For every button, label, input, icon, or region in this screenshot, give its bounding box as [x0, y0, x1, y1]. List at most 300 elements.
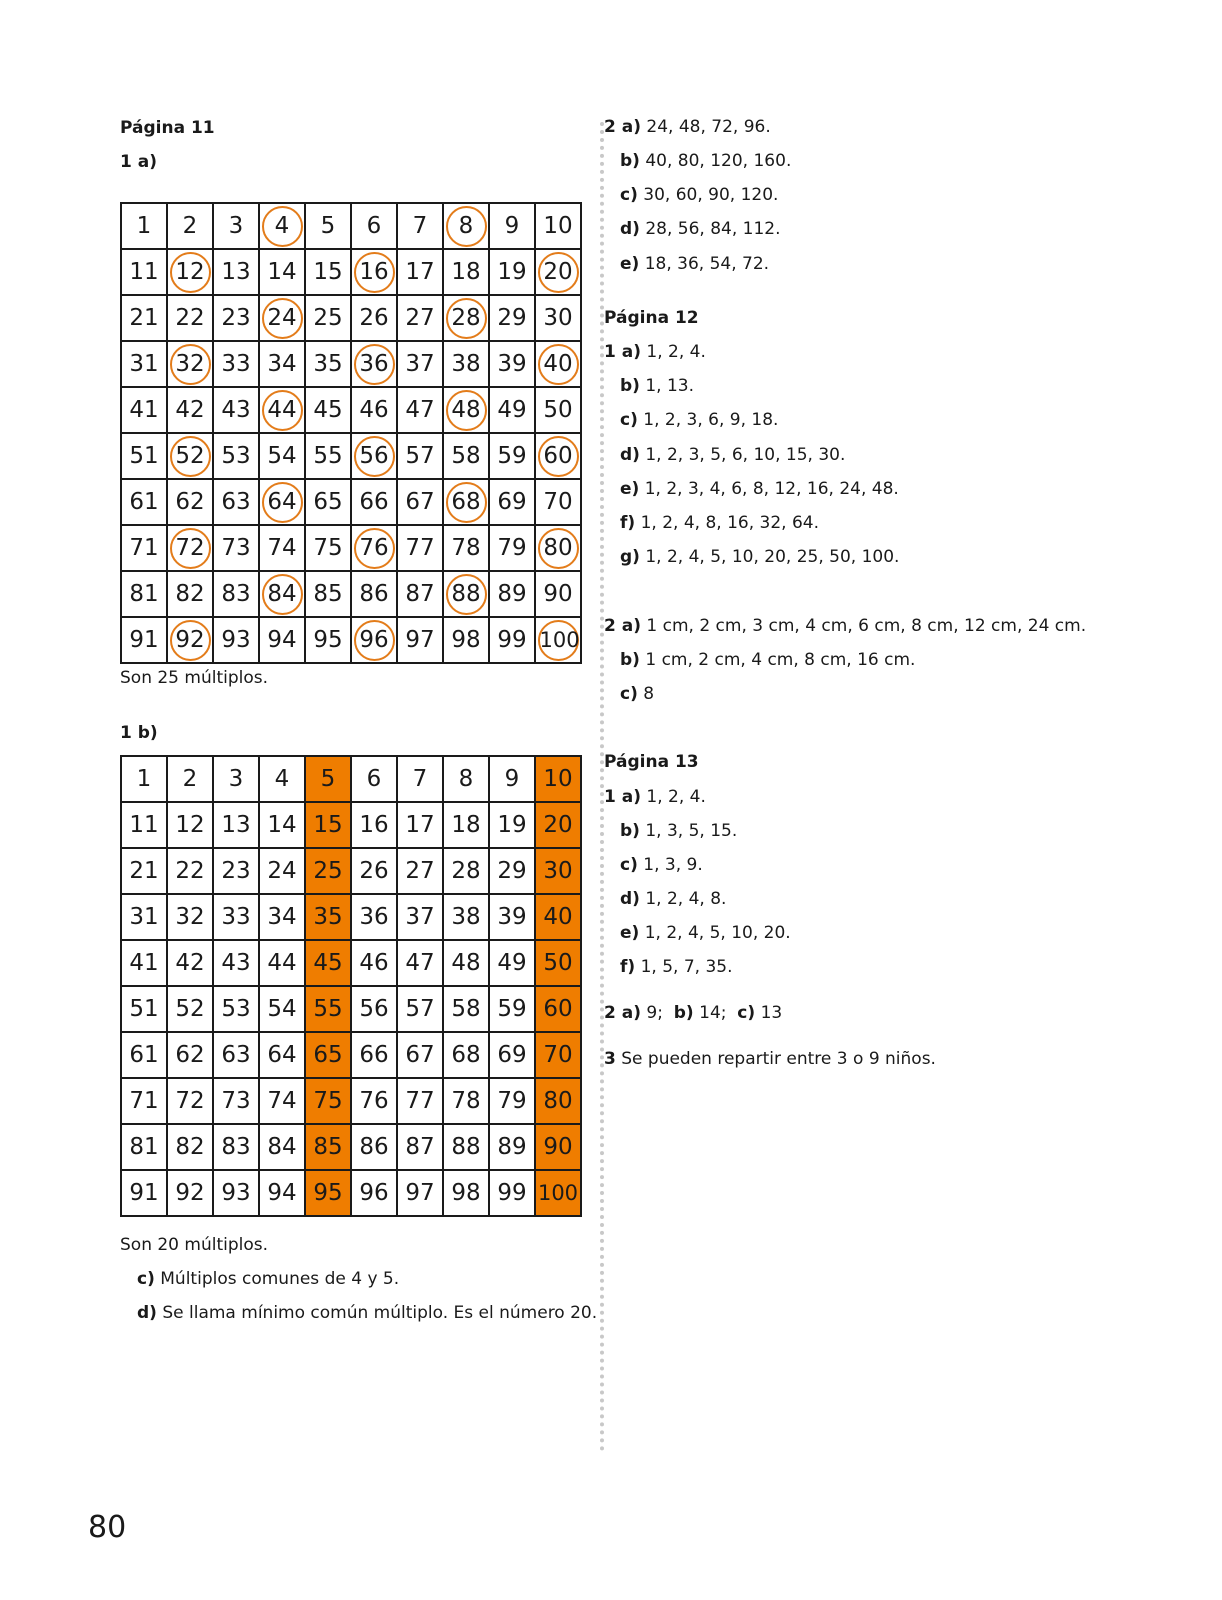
grid-number: 23 [221, 858, 251, 884]
answer-label: 2 a) [604, 616, 641, 636]
grid-cell [443, 525, 489, 571]
grid-cell [535, 986, 581, 1032]
grid-number: 90 [543, 1134, 573, 1160]
p12-q1g [620, 547, 899, 567]
answer-label: d) [620, 889, 640, 909]
grid-cell [213, 756, 259, 802]
grid-cell [121, 387, 167, 433]
grid-number: 26 [359, 305, 389, 331]
grid-cell [351, 1124, 397, 1170]
answer-text: 1, 2, 4, 8. [645, 889, 727, 909]
grid-number: 22 [175, 305, 205, 331]
grid-cell [397, 1078, 443, 1124]
grid-cell [535, 341, 581, 387]
answer-label: b) [620, 376, 640, 396]
answer-label: c) [620, 855, 638, 875]
grid-cell [397, 756, 443, 802]
grid-number: 9 [504, 213, 520, 239]
grid-number: 34 [267, 351, 297, 377]
answer-label: 2 a) [604, 117, 641, 137]
grid-cell [259, 387, 305, 433]
grid-number: 21 [129, 858, 159, 884]
p12-q1d [620, 445, 845, 465]
grid-cell [351, 756, 397, 802]
grid-cell [443, 479, 489, 525]
grid-cell [535, 1124, 581, 1170]
answer-label: 3 [604, 1049, 616, 1069]
grid-cell [535, 1032, 581, 1078]
grid-number: 72 [175, 1088, 205, 1114]
grid-cell [213, 1124, 259, 1170]
grid-number: 78 [451, 1088, 481, 1114]
grid-cell [305, 802, 351, 848]
grid-cell [259, 802, 305, 848]
grid-cell [489, 1078, 535, 1124]
grid-cell [397, 986, 443, 1032]
grid-number: 69 [497, 489, 527, 515]
grid-cell [535, 802, 581, 848]
grid-cell [351, 203, 397, 249]
grid-row [121, 617, 581, 663]
grid-cell [443, 295, 489, 341]
grid-number: 87 [405, 1134, 435, 1160]
grid-cell [213, 387, 259, 433]
grid-number: 38 [451, 351, 481, 377]
answer-text: 1, 5, 7, 35. [640, 957, 733, 977]
grid-cell [489, 940, 535, 986]
p13-q1d [620, 889, 726, 909]
grid-number: 35 [313, 351, 343, 377]
grid-number: 89 [497, 1134, 527, 1160]
answer-label: g) [620, 547, 640, 567]
answer-text: 1, 2, 3, 4, 6, 8, 12, 16, 24, 48. [644, 479, 899, 499]
grid-number: 35 [313, 904, 343, 930]
grid-row [121, 894, 581, 940]
grid-number: 72 [170, 528, 211, 569]
grid-cell [121, 940, 167, 986]
grid-number: 13 [221, 812, 251, 838]
grid-number: 11 [129, 259, 159, 285]
grid-number: 2 [182, 766, 198, 792]
grid-number: 84 [262, 574, 303, 615]
grid-number: 30 [543, 858, 573, 884]
grid-number: 74 [267, 1088, 297, 1114]
answer-text: 28, 56, 84, 112. [645, 219, 781, 239]
grid-number: 78 [451, 535, 481, 561]
p13-q1f [620, 957, 732, 977]
grid-number: 40 [543, 904, 573, 930]
answer-text: 1, 2, 4. [646, 787, 706, 807]
grid-number: 71 [129, 535, 159, 561]
grid-cell [167, 1078, 213, 1124]
grid-cell [351, 802, 397, 848]
answer-text: Se pueden repartir entre 3 o 9 niños. [621, 1049, 936, 1069]
grid-number: 75 [313, 1088, 343, 1114]
p12-q2b [620, 650, 915, 670]
grid-number: 32 [170, 344, 211, 385]
p12-q1c [620, 410, 778, 430]
grid-row [121, 1032, 581, 1078]
grid-cell [489, 1124, 535, 1170]
grid-cell [535, 894, 581, 940]
grid-number: 30 [543, 305, 573, 331]
grid-number: 44 [262, 390, 303, 431]
grid-cell [443, 756, 489, 802]
grid-cell [489, 1170, 535, 1216]
grid-cell [213, 894, 259, 940]
grid-cell [443, 341, 489, 387]
grid-cell [443, 1124, 489, 1170]
hundred-grid-multiples-of-5 [120, 755, 582, 1217]
grid-number: 96 [359, 1180, 389, 1206]
grid-cell [121, 1032, 167, 1078]
grid-cell [351, 295, 397, 341]
grid-number: 3 [228, 766, 244, 792]
grid-number: 12 [175, 812, 205, 838]
grid-number: 10 [543, 766, 573, 792]
answer-text: Se llama mínimo común múltiplo. Es el número 20. [162, 1303, 598, 1323]
grid-cell [351, 525, 397, 571]
grid-cell [489, 802, 535, 848]
answer-label: d) [137, 1303, 157, 1323]
grid-cell [167, 479, 213, 525]
grid-cell [259, 848, 305, 894]
grid-number: 60 [543, 996, 573, 1022]
grid-number: 43 [221, 950, 251, 976]
grid-cell [535, 479, 581, 525]
grid-number: 46 [359, 950, 389, 976]
answer-label: c) [137, 1269, 155, 1289]
grid-cell [397, 295, 443, 341]
grid-number: 40 [538, 344, 579, 385]
grid-number: 57 [405, 996, 435, 1022]
grid-cell [213, 525, 259, 571]
grid-row [121, 940, 581, 986]
grid-cell [259, 571, 305, 617]
grid-number: 11 [129, 812, 159, 838]
grid-number: 27 [405, 305, 435, 331]
grid-number: 39 [497, 351, 527, 377]
answer-label: c) [620, 410, 638, 430]
grid-cell [121, 894, 167, 940]
grid-number: 98 [451, 627, 481, 653]
grid-number: 12 [170, 252, 211, 293]
grid-cell [351, 986, 397, 1032]
answer-text: 1, 3, 5, 15. [645, 821, 738, 841]
grid-row [121, 571, 581, 617]
grid-cell [305, 1032, 351, 1078]
grid-cell [489, 341, 535, 387]
grid-number: 82 [175, 581, 205, 607]
grid-number: 17 [405, 812, 435, 838]
grid-cell [489, 1032, 535, 1078]
answer-label: c) [737, 1003, 756, 1023]
grid-number: 81 [129, 1134, 159, 1160]
grid-number: 29 [497, 858, 527, 884]
grid-cell [351, 387, 397, 433]
p12-q1a [604, 342, 706, 362]
grid-number: 73 [221, 1088, 251, 1114]
grid-cell [167, 1032, 213, 1078]
p11-q2e [620, 254, 769, 274]
grid-cell [305, 433, 351, 479]
grid-cell [305, 387, 351, 433]
grid-number: 52 [170, 436, 211, 477]
grid-number: 67 [405, 489, 435, 515]
grid-number: 92 [170, 620, 211, 661]
grid-number: 7 [412, 766, 428, 792]
grid-number: 8 [458, 766, 474, 792]
grid-number: 49 [497, 397, 527, 423]
grid-cell [121, 756, 167, 802]
grid-number: 4 [274, 766, 290, 792]
grid-number: 69 [497, 1042, 527, 1068]
grid-number: 63 [221, 489, 251, 515]
grid-cell [351, 1078, 397, 1124]
grid-cell [167, 295, 213, 341]
grid-cell [167, 756, 213, 802]
grid-cell [213, 571, 259, 617]
grid-number: 28 [446, 298, 487, 339]
grid-number: 18 [451, 812, 481, 838]
grid-cell [259, 249, 305, 295]
grid-number: 79 [497, 535, 527, 561]
grid-number: 45 [313, 950, 343, 976]
grid-number: 16 [354, 252, 395, 293]
grid-cell [167, 203, 213, 249]
grid-number: 17 [405, 259, 435, 285]
grid-cell [259, 341, 305, 387]
grid-number: 90 [543, 581, 573, 607]
grid-cell [213, 341, 259, 387]
grid-cell [397, 341, 443, 387]
grid-number: 14 [267, 259, 297, 285]
grid-cell [167, 387, 213, 433]
grid-number: 70 [543, 1042, 573, 1068]
grid-number: 28 [451, 858, 481, 884]
grid-cell [305, 341, 351, 387]
grid-cell [397, 894, 443, 940]
grid-cell [121, 479, 167, 525]
grid-cell [259, 1124, 305, 1170]
answer-1c [137, 1269, 399, 1289]
p13-q1b [620, 821, 737, 841]
grid-cell [351, 433, 397, 479]
grid-cell [305, 1170, 351, 1216]
grid-cell [443, 940, 489, 986]
p11-q2c [620, 185, 778, 205]
grid-number: 88 [446, 574, 487, 615]
grid-cell [397, 249, 443, 295]
grid-number: 77 [405, 1088, 435, 1114]
grid-number: 94 [267, 627, 297, 653]
grid-number: 64 [262, 482, 303, 523]
answer-text: 13 [760, 1003, 783, 1023]
grid-number: 92 [175, 1180, 205, 1206]
grid-row [121, 756, 581, 802]
grid-cell [121, 571, 167, 617]
answer-label: d) [620, 219, 640, 239]
grid-number: 68 [446, 482, 487, 523]
grid-cell [489, 986, 535, 1032]
grid-cell [305, 894, 351, 940]
grid-cell [259, 940, 305, 986]
grid-cell [121, 986, 167, 1032]
p13-q1a [604, 787, 706, 807]
answer-text: 9; [646, 1003, 663, 1023]
grid-cell [535, 295, 581, 341]
grid-number: 76 [354, 528, 395, 569]
grid-number: 56 [359, 996, 389, 1022]
grid-number: 27 [405, 858, 435, 884]
grid-cell [397, 617, 443, 663]
grid-number: 47 [405, 397, 435, 423]
grid-cell [259, 525, 305, 571]
p11-q2d [620, 219, 781, 239]
grid-cell [213, 249, 259, 295]
answer-text: 1, 3, 9. [643, 855, 703, 875]
grid-cell [213, 986, 259, 1032]
grid-cell [351, 571, 397, 617]
grid-number: 38 [451, 904, 481, 930]
grid-number: 19 [497, 812, 527, 838]
p12-q2a [604, 616, 1086, 636]
grid-number: 20 [543, 812, 573, 838]
grid-number: 100 [537, 1181, 579, 1205]
grid-number: 71 [129, 1088, 159, 1114]
answer-text: 40, 80, 120, 160. [645, 151, 792, 171]
grid-row [121, 249, 581, 295]
grid-number: 24 [262, 298, 303, 339]
grid-number: 19 [497, 259, 527, 285]
answer-text: 1 cm, 2 cm, 3 cm, 4 cm, 6 cm, 8 cm, 12 cm, 24 cm. [646, 616, 1087, 636]
grid-cell [121, 525, 167, 571]
answer-label: 1 a) [604, 787, 641, 807]
grid-number: 9 [504, 766, 520, 792]
grid-cell [121, 249, 167, 295]
grid-cell [489, 295, 535, 341]
grid-cell [121, 433, 167, 479]
grid-cell [167, 249, 213, 295]
grid-number: 96 [354, 620, 395, 661]
grid-cell [259, 1170, 305, 1216]
grid-cell [489, 387, 535, 433]
grid-cell [167, 617, 213, 663]
grid-cell [443, 802, 489, 848]
grid-cell [535, 756, 581, 802]
grid-number: 80 [543, 1088, 573, 1114]
grid-number: 81 [129, 581, 159, 607]
grid-number: 100 [538, 620, 579, 661]
grid-number: 51 [129, 996, 159, 1022]
grid-number: 2 [182, 213, 198, 239]
answer-text: 1, 2, 4, 5, 10, 20. [644, 923, 791, 943]
grid-cell [121, 1078, 167, 1124]
grid-number: 21 [129, 305, 159, 331]
grid-cell [259, 1078, 305, 1124]
grid-number: 82 [175, 1134, 205, 1160]
grid-number: 60 [538, 436, 579, 477]
grid-cell [351, 848, 397, 894]
grid-row [121, 203, 581, 249]
grid-cell [489, 894, 535, 940]
grid-cell [259, 756, 305, 802]
grid-cell [443, 433, 489, 479]
grid-number: 33 [221, 904, 251, 930]
grid-number: 70 [543, 489, 573, 515]
grid-row [121, 848, 581, 894]
grid-row [121, 433, 581, 479]
grid-number: 6 [366, 213, 382, 239]
grid-number: 93 [221, 627, 251, 653]
grid-row [121, 525, 581, 571]
grid-number: 83 [221, 581, 251, 607]
grid-number: 25 [313, 305, 343, 331]
grid-number: 74 [267, 535, 297, 561]
grid-number: 10 [543, 213, 573, 239]
grid-number: 45 [313, 397, 343, 423]
grid-number: 29 [497, 305, 527, 331]
heading-pagina-11: Página 11 [120, 118, 215, 138]
grid-cell [259, 479, 305, 525]
grid-cell [167, 1124, 213, 1170]
grid-cell [397, 1170, 443, 1216]
grid-cell [167, 986, 213, 1032]
grid-number: 33 [221, 351, 251, 377]
grid-cell [167, 433, 213, 479]
answer-text: 1, 2, 4, 8, 16, 32, 64. [640, 513, 819, 533]
grid-number: 42 [175, 397, 205, 423]
grid-number: 14 [267, 812, 297, 838]
grid-number: 25 [313, 858, 343, 884]
grid-cell [259, 203, 305, 249]
grid-cell [351, 940, 397, 986]
grid-number: 99 [497, 627, 527, 653]
answer-label: e) [620, 479, 640, 499]
grid-cell [397, 525, 443, 571]
answer-label: f) [620, 513, 636, 533]
grid-cell [443, 848, 489, 894]
grid-number: 91 [129, 1180, 159, 1206]
grid-number: 84 [267, 1134, 297, 1160]
grid-cell [167, 940, 213, 986]
grid-number: 66 [359, 489, 389, 515]
grid-number: 67 [405, 1042, 435, 1068]
grid-number: 77 [405, 535, 435, 561]
grid-cell [167, 341, 213, 387]
grid-row [121, 1124, 581, 1170]
grid-cell [443, 387, 489, 433]
grid-number: 80 [538, 528, 579, 569]
grid-number: 86 [359, 1134, 389, 1160]
grid-number: 99 [497, 1180, 527, 1206]
answer-text: 1 cm, 2 cm, 4 cm, 8 cm, 16 cm. [645, 650, 916, 670]
grid-cell [443, 1170, 489, 1216]
grid-cell [443, 894, 489, 940]
grid-cell [489, 525, 535, 571]
grid-cell [397, 479, 443, 525]
answer-text: 30, 60, 90, 120. [643, 185, 779, 205]
grid-number: 52 [175, 996, 205, 1022]
grid-cell [213, 295, 259, 341]
grid-number: 56 [354, 436, 395, 477]
grid-number: 31 [129, 904, 159, 930]
grid-cell [397, 433, 443, 479]
note-20-multiples: Son 20 múltiplos. [120, 1235, 269, 1255]
grid-cell [213, 848, 259, 894]
grid-cell [489, 433, 535, 479]
grid-number: 44 [267, 950, 297, 976]
